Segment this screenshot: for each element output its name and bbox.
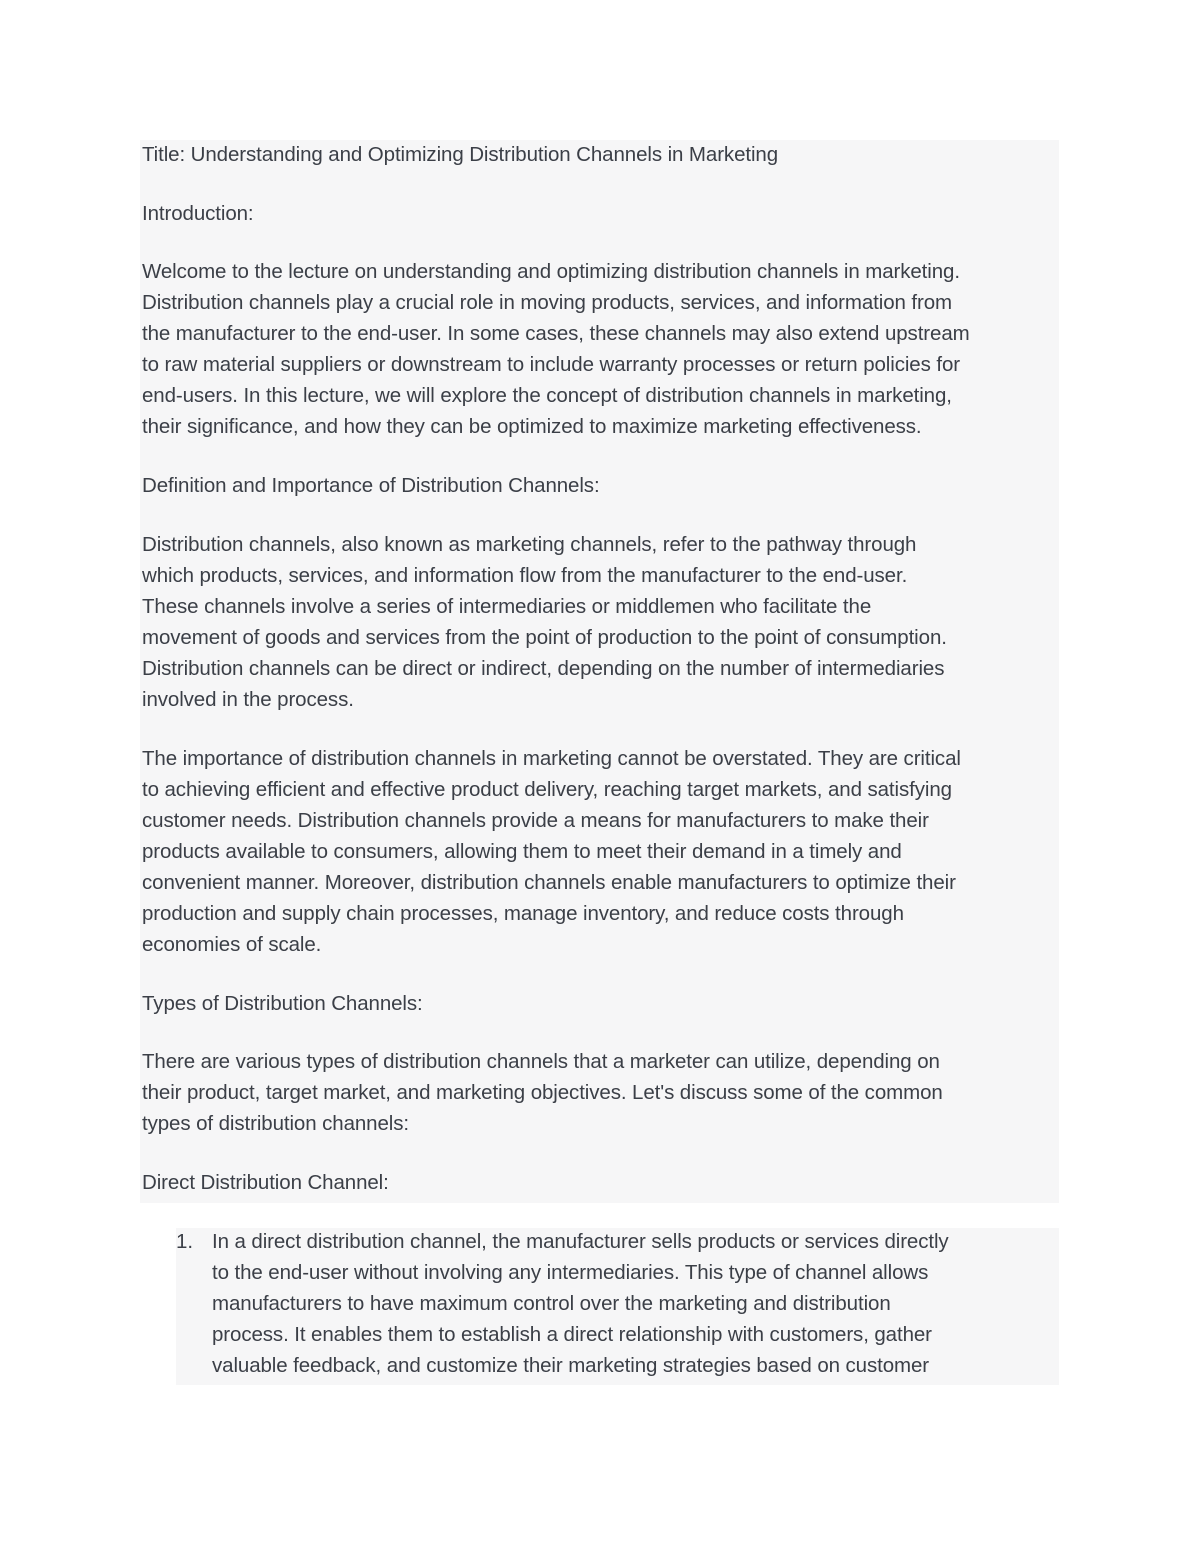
list-line: process. It enables them to establish a direct relationship with customers, gather [212, 1323, 932, 1346]
importance-line: economies of scale. [142, 933, 322, 956]
importance-line: production and supply chain processes, manage inventory, and reduce costs through [142, 902, 904, 925]
intro-line: their significance, and how they can be optimized to maximize marketing effectiveness. [142, 415, 922, 438]
list-line: to the end-user without involving any intermediaries. This type of channel allows [212, 1261, 929, 1284]
definition-line: Distribution channels can be direct or indirect, depending on the number of intermediaries [142, 657, 945, 680]
importance-line: products available to consumers, allowing them to meet their demand in a timely and [142, 840, 902, 863]
list-line: In a direct distribution channel, the manufacturer sells products or services directly [212, 1230, 949, 1253]
intro-line: the manufacturer to the end-user. In some cases, these channels may also extend upstream [142, 322, 970, 345]
importance-line: convenient manner. Moreover, distribution channels enable manufacturers to optimize their [142, 871, 956, 894]
types-heading: Types of Distribution Channels: [142, 992, 423, 1015]
definition-heading: Definition and Importance of Distribution Channels: [142, 474, 600, 497]
intro-line: Welcome to the lecture on understanding and optimizing distribution channels in marketing. [142, 260, 960, 283]
definition-line: These channels involve a series of intermediaries or middlemen who facilitate the [142, 595, 872, 618]
list-line: manufacturers to have maximum control over the marketing and distribution [212, 1292, 891, 1315]
definition-line: Distribution channels, also known as marketing channels, refer to the pathway through [142, 533, 917, 556]
intro-line: Distribution channels play a crucial role in moving products, services, and information from [142, 291, 953, 314]
types-line: their product, target market, and marketing objectives. Let's discuss some of the common [142, 1081, 943, 1104]
definition-line: involved in the process. [142, 688, 354, 711]
list-line: valuable feedback, and customize their marketing strategies based on customer [212, 1354, 930, 1377]
types-line: types of distribution channels: [142, 1112, 409, 1135]
intro-line: end-users. In this lecture, we will explore the concept of distribution channels in marketing, [142, 384, 952, 407]
importance-line: to achieving efficient and effective product delivery, reaching target markets, and satisfying [142, 778, 952, 801]
intro-heading: Introduction: [142, 202, 254, 225]
definition-line: which products, services, and information flow from the manufacturer to the end-user. [142, 564, 908, 587]
list-number: 1. [176, 1230, 194, 1253]
importance-line: customer needs. Distribution channels provide a means for manufacturers to make their [142, 809, 929, 832]
direct-channel-heading: Direct Distribution Channel: [142, 1171, 389, 1194]
importance-line: The importance of distribution channels in marketing cannot be overstated. They are critical [142, 747, 961, 770]
definition-line: movement of goods and services from the point of production to the point of consumption. [142, 626, 947, 649]
types-line: There are various types of distribution channels that a marketer can utilize, depending on [142, 1050, 940, 1073]
document-title: Title: Understanding and Optimizing Distribution Channels in Marketing [142, 143, 779, 166]
intro-line: to raw material suppliers or downstream to include warranty processes or return policies for [142, 353, 960, 376]
